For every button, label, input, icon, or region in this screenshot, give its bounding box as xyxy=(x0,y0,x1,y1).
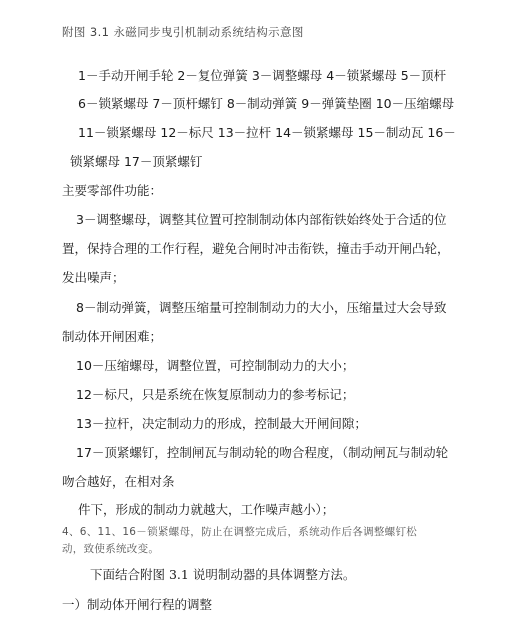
paragraph-line: 8－制动弹簧，调整压缩量可控制制动力的大小，压缩量过大会导致 xyxy=(76,300,447,315)
paragraph-line: 件下，形成的制动力就越大，工作噪声越小）； xyxy=(78,502,335,517)
paragraph-line: 制动体开闸困难； xyxy=(62,329,163,344)
parts-list-line: 锁紧螺母 17－顶紧螺钉 xyxy=(70,154,203,169)
figure-caption: 附图 3.1 永磁同步曳引机制动系统结构示意图 xyxy=(62,25,304,39)
note-line: 4、6、11、16－锁紧螺母，防止在调整完成后，系统动作后各调整螺钉松 xyxy=(62,526,418,538)
functions-heading: 主要零部件功能： xyxy=(62,183,163,198)
paragraph-line: 10－压缩螺母，调整位置，可控制制动力的大小； xyxy=(76,358,355,373)
section-heading: 一）制动体开闸行程的调整 xyxy=(62,597,213,612)
paragraph-line: 12－标尺，只是系统在恢复原制动力的参考标记； xyxy=(76,387,355,402)
paragraph-line: 置，保持合理的工作行程，避免合闸时冲击衔铁，撞击手动开闸凸轮， xyxy=(62,241,450,256)
note-line: 动，致使系统改变。 xyxy=(62,543,160,555)
parts-list-line: 6－锁紧螺母 7－顶杆螺钉 8－制动弹簧 9－弹簧垫圈 10－压缩螺母 xyxy=(78,96,455,111)
paragraph-line: 发出噪声； xyxy=(62,270,125,285)
paragraph-line: 13－拉杆，决定制动力的形成，控制最大开闸间隙； xyxy=(76,416,367,431)
intro-line: 下面结合附图 3.1 说明制动器的具体调整方法。 xyxy=(90,567,356,582)
parts-list-line: 11－锁紧螺母 12－标尺 13－拉杆 14－锁紧螺母 15－制动瓦 16－ xyxy=(78,125,456,140)
paragraph-line: 17－顶紧螺钉，控制闸瓦与制动轮的吻合程度，（制动闸瓦与制动轮 xyxy=(76,445,449,460)
paragraph-line: 3－调整螺母，调整其位置可控制制动体内部衔铁始终处于合适的位 xyxy=(76,212,447,227)
parts-list-line: 1－手动开闸手轮 2－复位弹簧 3－调整螺母 4－锁紧螺母 5－顶杆 xyxy=(78,68,447,83)
paragraph-line: 吻合越好，在相对条 xyxy=(62,474,175,489)
